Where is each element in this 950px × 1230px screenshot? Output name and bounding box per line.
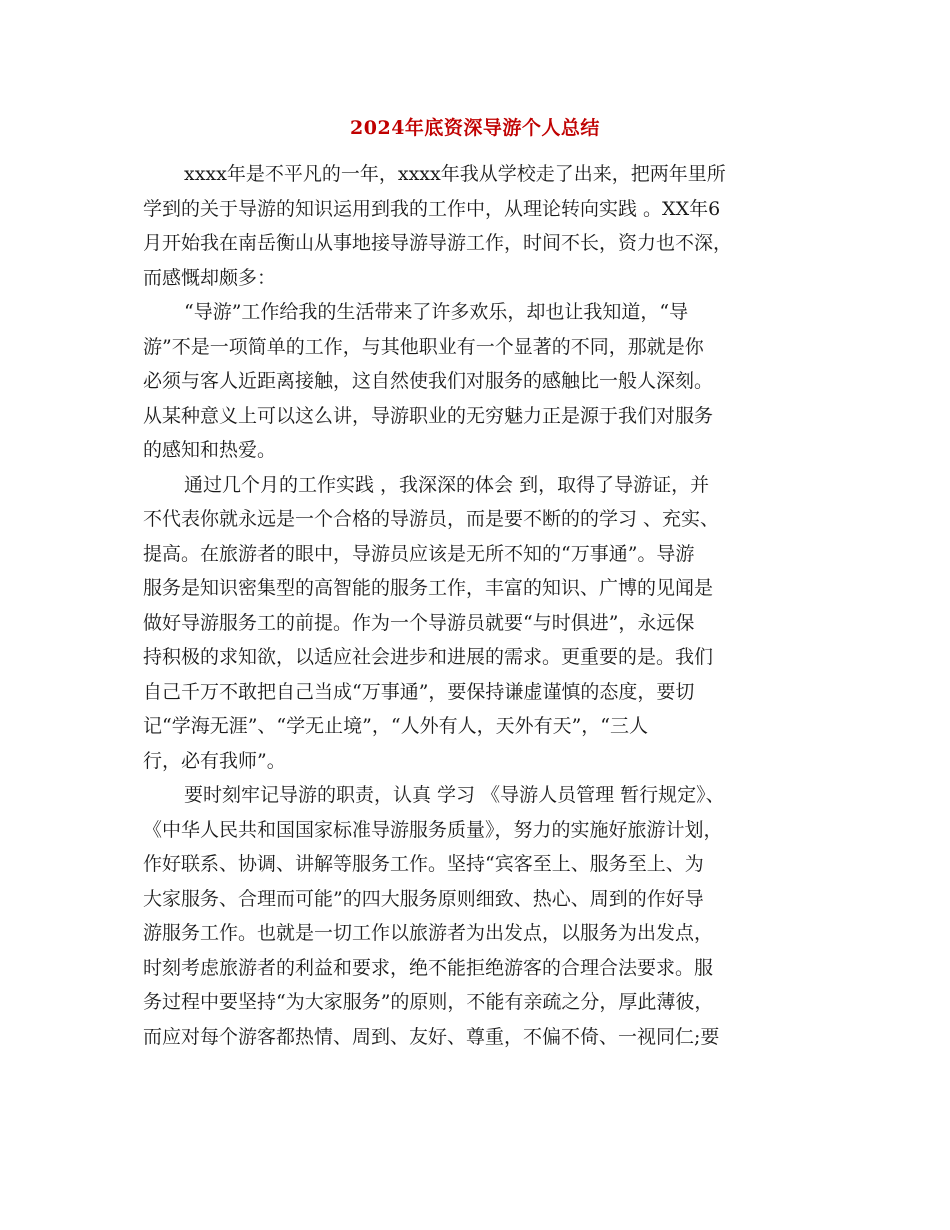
paragraph-line: 持积极的求知欲，以适应社会进步和进展的需求。更重要的是。我们 — [143, 646, 714, 668]
paragraph-first-line: “导游”工作给我的生活带来了许多欢乐，却也让我知道，“导 — [184, 301, 689, 323]
paragraph-line: 大家服务、合理而可能”的四大服务原则细致、热心、周到的作好导 — [143, 887, 704, 910]
paragraph-line: 的感知和热爱。 — [143, 439, 277, 461]
document-body — [143, 157, 808, 1054]
paragraph-line: 务过程中要坚持“为大家服务”的原则，不能有亲疏之分，厚此薄彼， — [143, 991, 714, 1013]
paragraph-line: 学到的关于导游的知识运用到我的工作中，从理论转向实践 。XX年6 — [143, 197, 721, 220]
paragraph-line: 做好导游服务工的前提。作为一个导游员就要“与时俱进”，永远保 — [143, 611, 695, 634]
paragraph-line: 游”不是一项简单的工作，与其他职业有一个显著的不同，那就是你 — [143, 335, 704, 358]
paragraph-first-line: 要时刻牢记导游的职责，认真 学习 《导游人员管理 暂行规定》、 — [184, 784, 725, 806]
paragraph-line: 从某种意义上可以这么讲，导游职业的无穷魅力正是源于我们对服务 — [143, 404, 714, 427]
paragraph-first-line: xxxx年是不平凡的一年，xxxx年我从学校走了出来，把两年里所 — [184, 163, 726, 185]
paragraph-line: 游服务工作。也就是一切工作以旅游者为出发点，以服务为出发点， — [143, 922, 714, 944]
paragraph-line: 而感慨却颇多： — [143, 266, 277, 289]
paragraph-line: 而应对每个游客都热情、周到、友好、尊重，不偏不倚、一视同仁;要 — [143, 1025, 720, 1048]
paragraph-line: 不代表你就永远是一个合格的导游员，而是要不断的的学习 、充实、 — [143, 508, 720, 530]
paragraph-line: 《中华人民共和国国家标准导游服务质量》，努力的实施好旅游计划， — [143, 818, 723, 841]
paragraph-line: 月开始我在南岳衡山从事地接导游导游工作，时间不长，资力也不深， — [143, 232, 733, 254]
paragraph-line: 提高。在旅游者的眼中，导游员应该是无所不知的“万事通”。导游 — [143, 542, 695, 565]
paragraph-line: 作好联系、协调、讲解等服务工作。坚持“宾客至上、服务至上、为 — [143, 853, 704, 875]
paragraph-first-line: 通过几个月的工作实践 ，我深深的体会 到，取得了导游证，并 — [184, 473, 710, 496]
paragraph-line: 记“学海无涯”、“学无止境”，“人外有人，天外有天”，“三人 — [143, 715, 648, 737]
paragraph-line: 必须与客人近距离接触，这自然使我们对服务的感触比一般人深刻。 — [143, 370, 714, 392]
paragraph-line: 行，必有我师”。 — [143, 749, 286, 772]
paragraph-line: 自己千万不敢把自己当成“万事通”，要保持谦虚谨慎的态度，要切 — [143, 680, 695, 703]
paragraph-line: 时刻考虑旅游者的利益和要求，绝不能拒绝游客的合理合法要求。服 — [143, 956, 714, 979]
paragraph-line: 服务是知识密集型的高智能的服务工作，丰富的知识、广博的见闻是 — [143, 577, 714, 599]
document-title: 2024年底资深导游个人总结 — [350, 117, 600, 139]
